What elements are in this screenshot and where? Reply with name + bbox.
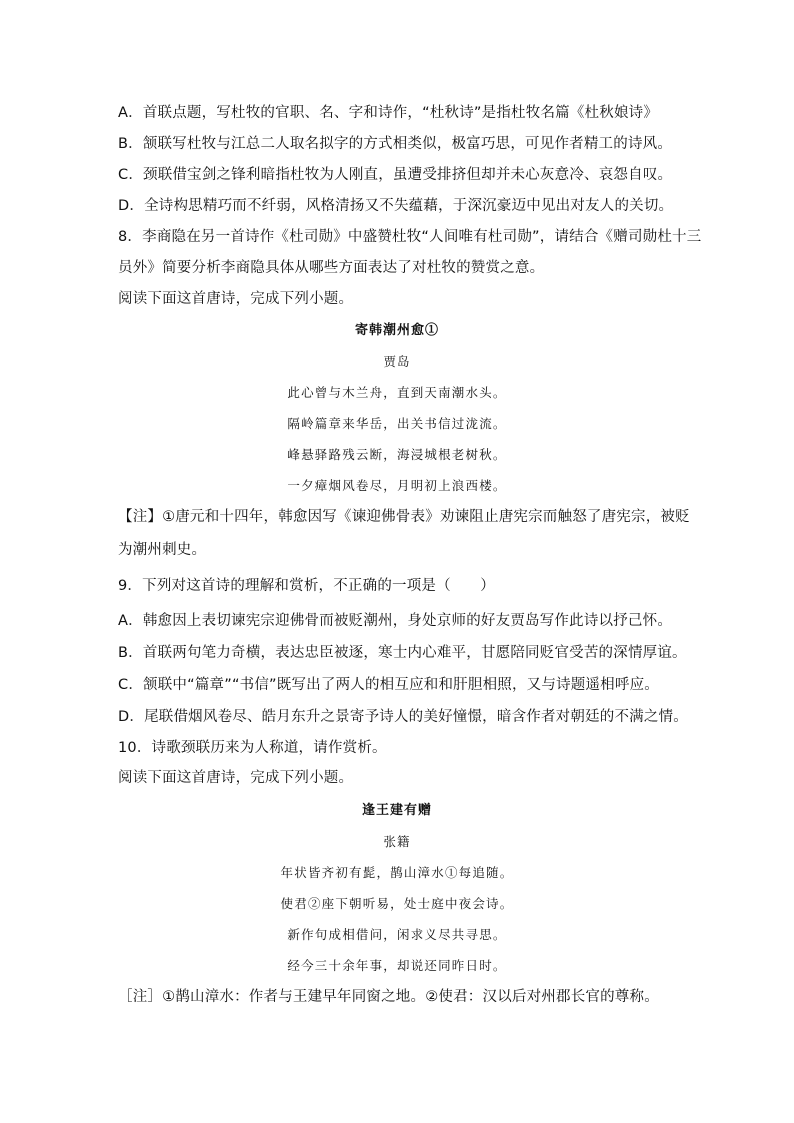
q7-option-c: C．颈联借宝剑之锋利暗指杜牧为人刚直，虽遭受排挤但却并未心灰意冷、哀怨自叹。 (118, 167, 673, 183)
poem1-note-line2: 为潮州刺史。 (118, 542, 207, 558)
q9-option-d: D．尾联借烟风卷尽、皓月东升之景寄予诗人的美好憧憬，暗含作者对朝廷的不满之情。 (118, 709, 688, 725)
q10-text: 10．诗歌颈联历来为人称道，请作赏析。 (118, 740, 387, 756)
q7-option-d: D．全诗构思精巧而不纤弱，风格清扬又不失蕴藉，于深沉豪迈中见出对友人的关切。 (118, 198, 674, 214)
poem2-line: 经今三十余年事，却说还同昨日时。 (287, 958, 507, 973)
q8-text-line1: 8．李商隐在另一首诗作《杜司勋》中盛赞杜牧“人间唯有杜司勋”，请结合《赠司勋杜十三 (118, 229, 702, 245)
poem1-author: 贾岛 (383, 354, 411, 369)
poem2-author: 张籍 (383, 834, 411, 849)
q9-option-b: B．首联两句笔力奇横，表达忠臣被逐，寒士内心难平，甘愿陪同贬官受苦的深情厚谊。 (118, 645, 687, 661)
poem1-title: 寄韩潮州愈① (354, 323, 439, 338)
q9-option-c: C．颔联中“篇章”“书信”既写出了两人的相互应和和肝胆相照，又与诗题遥相呼应。 (118, 677, 659, 693)
q9-option-a: A．韩愈因上表切谏宪宗迎佛骨而被贬潮州，身处京师的好友贾岛写作此诗以抒己怀。 (118, 613, 673, 629)
poem1-line: 此心曾与木兰舟，直到天南潮水头。 (287, 385, 507, 400)
poem2-title: 逢王建有赠 (361, 803, 432, 818)
q8-text-line2: 员外》简要分析李商隐具体从哪些方面表达了对杜牧的赞赏之意。 (118, 260, 545, 276)
poem1-line: 一夕瘴烟风卷尽，月明初上浪西楼。 (287, 478, 507, 493)
q7-option-a: A．首联点题，写杜牧的官职、名、字和诗作，“杜秋诗”是指杜牧名篇《杜秋娘诗》 (118, 105, 659, 121)
q7-option-b: B．颔联写杜牧与江总二人取名拟字的方式相类似，极富巧思，可见作者精工的诗风。 (118, 136, 673, 152)
poem2-line: 年状皆齐初有髭，鹊山漳水①每追随。 (280, 865, 514, 880)
reading-instruction: 阅读下面这首唐诗，完成下列小题。 (118, 770, 354, 786)
q9-text: 9．下列对这首诗的理解和赏析，不正确的一项是（ ） (118, 578, 495, 594)
poem1-note-line1: 【注】①唐元和十四年，韩愈因写《谏迎佛骨表》劝谏阻止唐宪宗而触怒了唐宪宗，被贬 (118, 509, 690, 525)
poem2-line: 新作句成相借问，闲求义尽共寻思。 (287, 927, 507, 942)
poem1-line: 峰悬驿路残云断，海浸城根老树秋。 (287, 447, 507, 462)
poem1-line: 隔岭篇章来华岳，出关书信过泷流。 (287, 416, 507, 431)
reading-instruction: 阅读下面这首唐诗，完成下列小题。 (118, 291, 354, 307)
poem2-note: ［注］①鹊山漳水：作者与王建早年同窗之地。②使君：汉以后对州郡长官的尊称。 (118, 989, 659, 1005)
poem2-line: 使君②座下朝听易，处士庭中夜会诗。 (280, 896, 514, 911)
